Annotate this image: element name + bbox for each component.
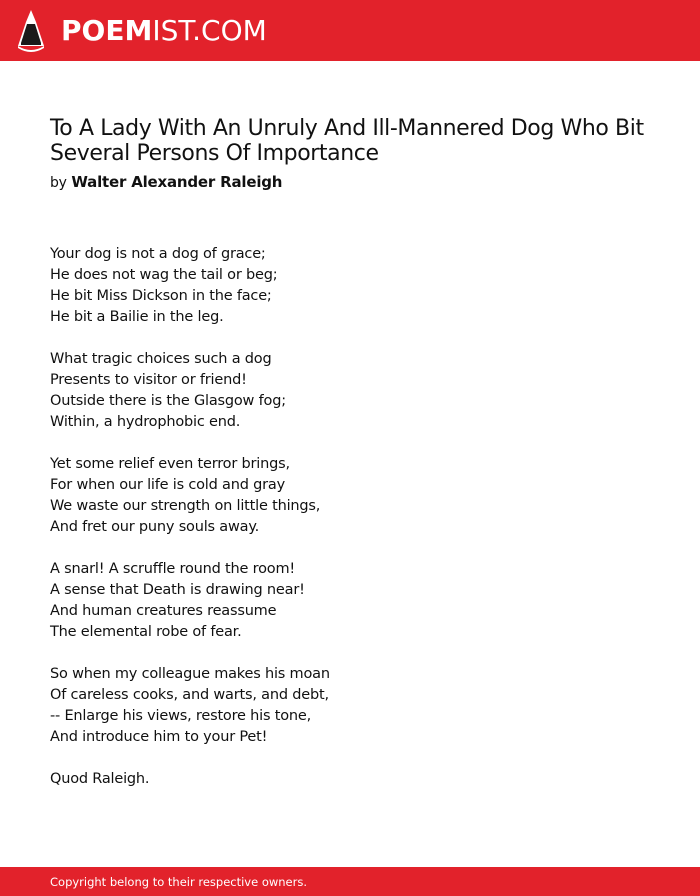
brand-light-text: IST.COM: [152, 13, 267, 47]
stanza: [50, 244, 650, 328]
poem-line: What tragic choices such a dog: [50, 351, 272, 367]
stanza: [50, 454, 650, 538]
poem-line: And fret our puny souls away.: [50, 519, 260, 535]
footer-bar: [0, 867, 700, 896]
poem-line: Presents to visitor or friend!: [50, 372, 247, 388]
author-name: Walter Alexander Raleigh: [71, 173, 283, 191]
copyright-notice: Copyright belong to their respective owners.: [50, 875, 308, 889]
poem-header: [50, 116, 660, 193]
poem-line: -- Enlarge his views, restore his tone,: [50, 708, 312, 724]
brand-name: [61, 13, 267, 47]
byline: [50, 172, 660, 193]
poem-line: We waste our strength on little things,: [50, 498, 321, 514]
by-label: by: [50, 175, 67, 191]
header-bar: [0, 0, 700, 61]
poem-line: He bit a Bailie in the leg.: [50, 309, 224, 325]
poem-line: And human creatures reassume: [50, 603, 277, 619]
stanza: [50, 559, 650, 643]
poem-line: And introduce him to your Pet!: [50, 729, 268, 745]
poem-line: Yet some relief even terror brings,: [50, 456, 290, 472]
poem-line: Quod Raleigh.: [50, 771, 150, 787]
poem-line: So when my colleague makes his moan: [50, 666, 330, 682]
poem-line: A sense that Death is drawing near!: [50, 582, 305, 598]
poem-body: [50, 244, 650, 811]
brand-bold-text: POEM: [61, 13, 153, 47]
poem-line: For when our life is cold and gray: [50, 477, 285, 493]
stanza: [50, 769, 650, 790]
poem-line: The elemental robe of fear.: [50, 624, 242, 640]
stanza: [50, 664, 650, 748]
site-logo-link[interactable]: [17, 10, 267, 52]
poem-line: Your dog is not a dog of grace;: [50, 246, 266, 262]
pencil-icon: [17, 10, 45, 52]
poem-line: Outside there is the Glasgow fog;: [50, 393, 286, 409]
poem-line: Within, a hydrophobic end.: [50, 414, 241, 430]
poem-title: To A Lady With An Unruly And Ill-Mannered Dog Who Bit Several Persons Of Importance: [50, 116, 644, 166]
poem-line: He bit Miss Dickson in the face;: [50, 288, 272, 304]
poem-line: Of careless cooks, and warts, and debt,: [50, 687, 329, 703]
poem-line: A snarl! A scruffle round the room!: [50, 561, 295, 577]
poem-line: He does not wag the tail or beg;: [50, 267, 278, 283]
stanza: [50, 349, 650, 433]
